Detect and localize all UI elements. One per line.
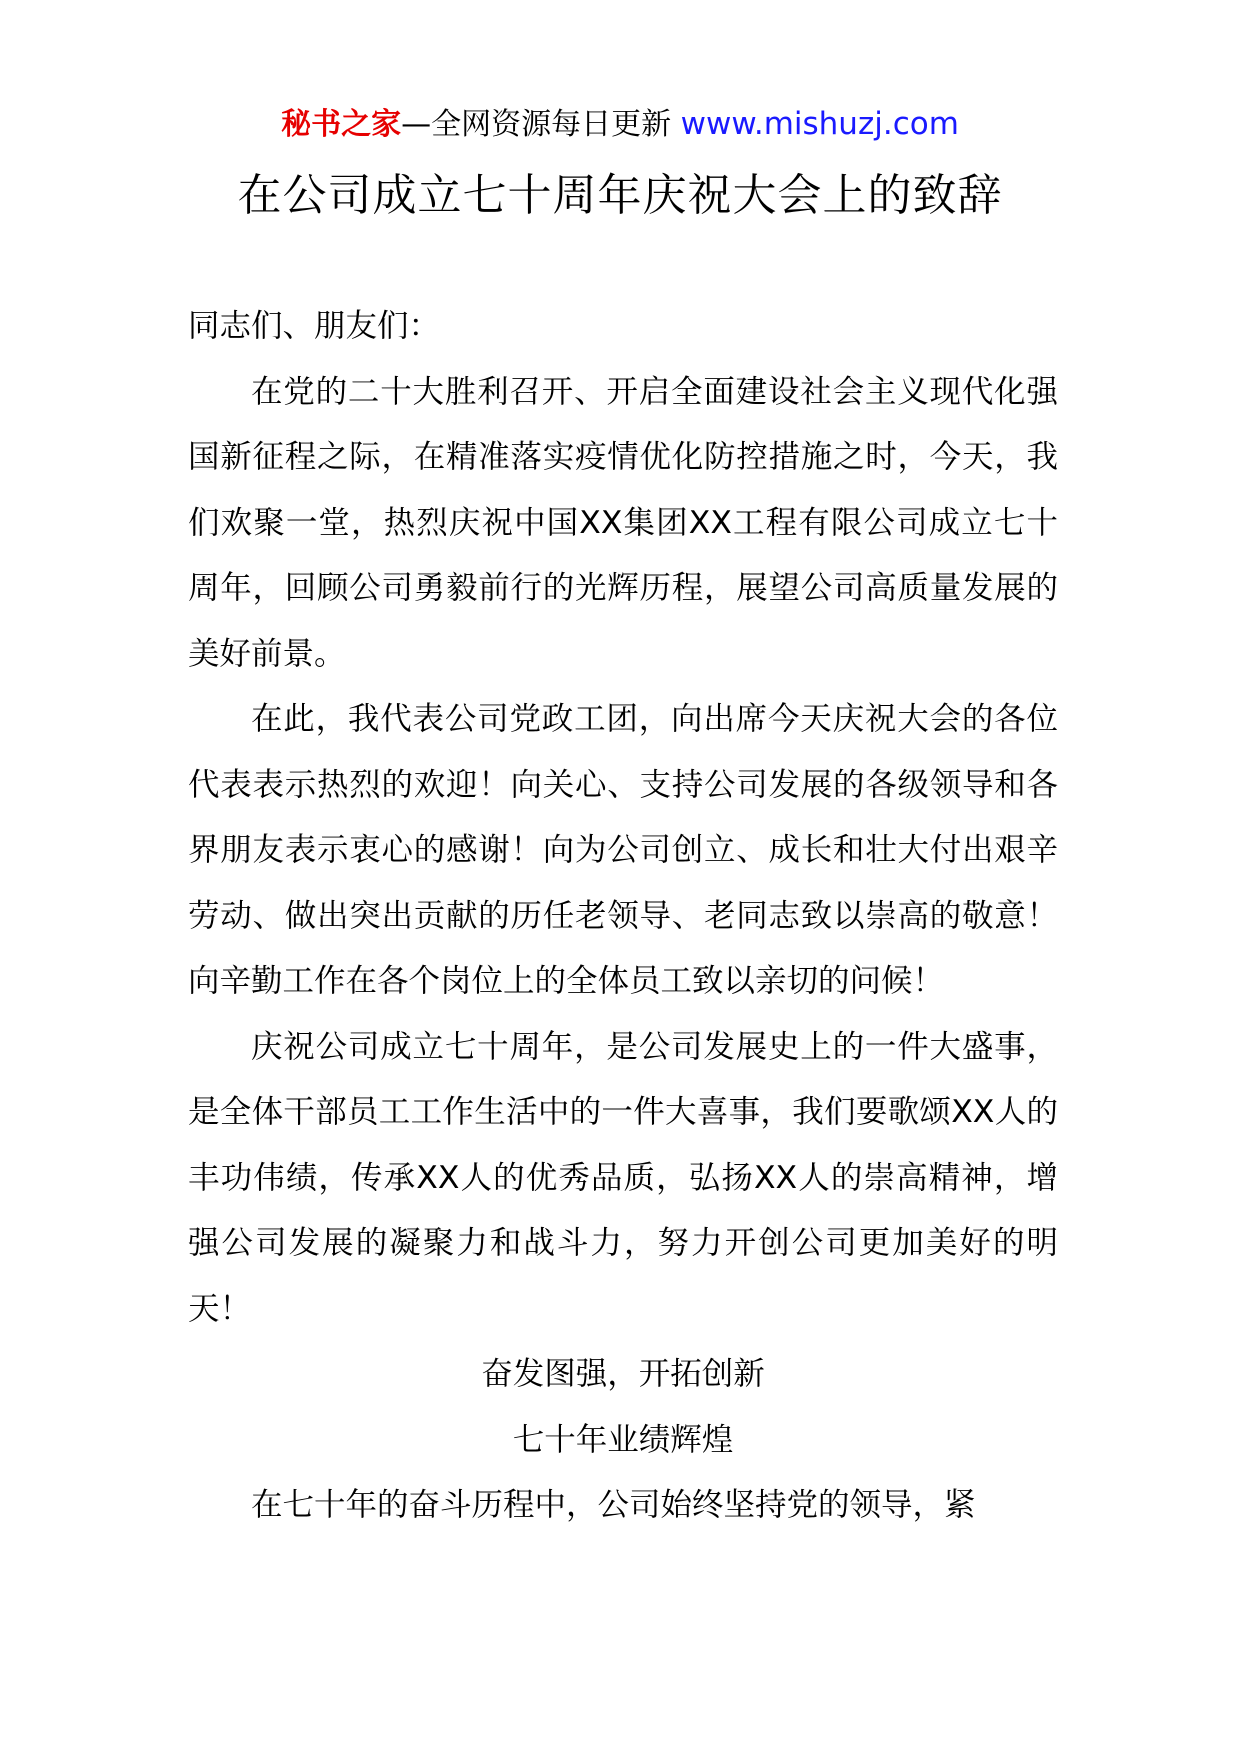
site-url-link[interactable]: www.mishuzj.com <box>680 106 959 142</box>
salutation: 同志们、朋友们： <box>188 308 441 344</box>
document-body <box>188 294 1058 1539</box>
site-header <box>0 104 1240 145</box>
body-paragraph: 在此，我代表公司党政工团，向出席今天庆祝大会的各位代表表示热烈的欢迎！向关心、支持公司发展的各级领导和各界朋友表示衷心的感谢！向为公司创立、成长和壮大付出艰辛劳动、做出突出贡献的历任老领导、老同志致以崇高的敬意！向辛勤工作在各个岗位上的全体员工致以亲切的问候！ <box>188 701 1058 999</box>
section-heading: 奋发图强，开拓创新 <box>481 1356 765 1392</box>
section-subheading: 七十年业绩辉煌 <box>512 1421 734 1458</box>
document-title: 在公司成立七十周年庆祝大会上的致辞 <box>237 170 1003 221</box>
brand-name: 秘书之家 <box>281 107 402 142</box>
site-tagline: —全网资源每日更新 <box>401 107 681 142</box>
body-paragraph: 庆祝公司成立七十周年，是公司发展史上的一件大盛事，是全体干部员工工作生活中的一件大喜事，我们要歌颂XX人的丰功伟绩，传承XX人的优秀品质，弘扬XX人的崇高精神，增强公司发展的凝聚力和战斗力，努力开创公司更加美好的明天！ <box>188 1028 1058 1327</box>
body-paragraph: 在七十年的奋斗历程中，公司始终坚持党的领导，紧 <box>251 1487 976 1523</box>
body-paragraph: 在党的二十大胜利召开、开启全面建设社会主义现代化强国新征程之际，在精准落实疫情优化防控措施之时，今天，我们欢聚一堂，热烈庆祝中国XX集团XX工程有限公司成立七十周年，回顾公司勇毅前行的光辉历程，展望公司高质量发展的美好前景。 <box>188 373 1058 672</box>
